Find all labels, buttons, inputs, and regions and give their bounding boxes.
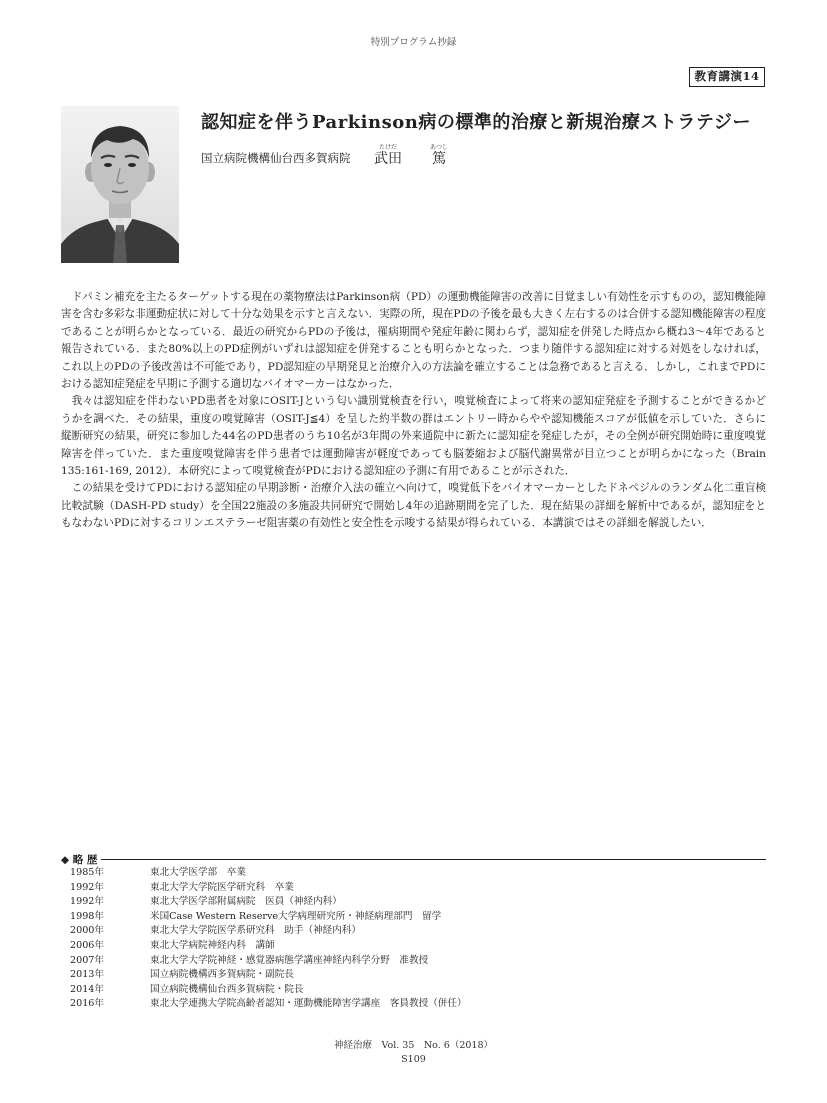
cv-event: 東北大学連携大学院高齢者認知・運動機能障害学講座 客員教授（併任） <box>150 998 467 1010</box>
journal-citation: 神経治療 Vol. 35 No. 6（2018） <box>334 1040 493 1051</box>
cv-event: 東北大学医学部 卒業 <box>150 867 246 878</box>
cv-year: 1992年 <box>70 896 105 908</box>
cv-entry <box>61 983 766 998</box>
cv-year: 2000年 <box>70 925 105 937</box>
cv-section-header <box>61 852 766 866</box>
author-given-ruby: あつし <box>430 144 449 151</box>
cv-year: 2013年 <box>70 969 105 981</box>
cv-entry <box>61 924 766 939</box>
author-portrait <box>61 106 179 263</box>
cv-event: 東北大学大学院医学研究科 卒業 <box>150 881 294 893</box>
cv-entry <box>61 954 766 969</box>
cv-year: 2014年 <box>70 983 105 995</box>
lecture-title: 認知症を伴うParkinson病の標準的治療と新規治療ストラテジー <box>201 112 751 133</box>
page-number: S109 <box>401 1054 426 1065</box>
cv-entry <box>61 866 766 881</box>
author-affiliation: 国立病院機構仙台西多賀病院 <box>201 151 351 165</box>
author-family-ruby: たけだ <box>378 144 397 151</box>
cv-label: ◆ 略 歴 <box>61 853 98 866</box>
cv-event: 国立病院機構西多賀病院・副院長 <box>150 969 294 981</box>
abstract-paragraph: ドパミン補充を主たるターゲットする現在の薬物療法はParkinson病（PD）の運動機能障害の改善に目覚ましい有効性を示すものの，認知機能障害を含む多彩な非運動症状に対して十分な効果を示すと言えない．実際の所，現在PDの予後を最も大きく左右するのは合併する認知機能障害の程度であることが明らかとなっている．最近の研究からPDの予後は，罹病期間や発症年齢に関わらず，認知症を併発した時点から概ね3～4年であると報告されている．また80%以上のPD症例がいずれは認知症を併発することも明らかとなった．つまり随伴する認知症に対する対処をしなければ，これ以上のPDの予後改善は不可能であり，PD認知症の早期発見と治療介入の方法論を確立することは急務であると言える．しかし，これまでPDにおける認知症発症を早期に予測する適切なバイオマーカーはなかった． <box>61 291 766 391</box>
cv-event: 東北大学病院神経内科 講師 <box>150 939 275 951</box>
cv-entry <box>61 997 766 1012</box>
cv-event: 東北大学大学院神経・感覚器病態学講座神経内科学分野 准教授 <box>150 954 429 966</box>
author-family-name <box>374 144 402 167</box>
author-name <box>374 144 448 167</box>
cv-list <box>61 866 766 1012</box>
abstract-paragraph: この結果を受けてPDにおける認知症の早期診断・治療介入法の確立へ向けて，嗅覚低下をバイオマーカーとしたドネペジルのランダム化二重盲検比較試験（DASH-PD study）を全国22施設の多施設共同研究で開始し4年の追跡期間を完了した．現在結果の詳細を解析中であるが，認知症をともなわないPDに対するコリンエステラーゼ阻害薬の有効性と安全性を示唆する結果が得られている．本講演ではその詳細を解説したい． <box>61 482 766 530</box>
cv-entry <box>61 910 766 925</box>
cv-year: 2007年 <box>70 954 105 966</box>
abstract-body <box>61 289 766 533</box>
cv-event: 東北大学大学院医学系研究科 助手（神経内科） <box>150 925 362 937</box>
cv-event: 東北大学医学部附属病院 医員（神経内科） <box>150 896 342 908</box>
cv-entry <box>61 881 766 896</box>
running-header: 特別プログラム抄録 <box>370 37 457 48</box>
cv-year: 1998年 <box>70 910 105 922</box>
cv-divider <box>101 859 766 860</box>
session-badge: 教育講演14 <box>689 67 765 87</box>
cv-entry <box>61 939 766 954</box>
cv-event: 国立病院機構仙台西多賀病院・院長 <box>150 983 304 995</box>
cv-year: 2016年 <box>70 998 105 1010</box>
abstract-paragraph: 我々は認知症を伴わないPD患者を対象にOSIT-Jという匂い識別覚検査を行い，嗅覚検査によって将来の認知症発症を予測することができるかどうかを調べた．その結果，重度の嗅覚障害（OSIT-J≦4）を呈した約半数の群はエントリー時からやや認知機能スコアが低値を示していた．さらに縦断研究の結果，研究に参加した44名のPD患者のうち10名が3年間の外来通院中に新たに認知症を発症したが，その全例が研究開始時に重度嗅覚障害を伴っていた．また重度嗅覚障害を伴う患者では運動障害が軽度であっても脳萎縮および脳代謝異常が目立つことが明らかになった（Brain 135:161-169, 2012）．本研究によって嗅覚検査がPDにおける認知症の予測に有用であることが示された． <box>61 395 766 478</box>
cv-year: 2006年 <box>70 939 105 951</box>
cv-entry <box>61 968 766 983</box>
cv-event: 米国Case Western Reserve大学病理研究所・神経病理部門 留学 <box>150 910 442 922</box>
cv-year: 1985年 <box>70 867 105 878</box>
author-family-kanji: 武田 <box>374 151 402 167</box>
author-given-name <box>430 144 448 167</box>
cv-entry <box>61 895 766 910</box>
cv-year: 1992年 <box>70 881 105 893</box>
author-given-kanji: 篤 <box>432 151 446 167</box>
